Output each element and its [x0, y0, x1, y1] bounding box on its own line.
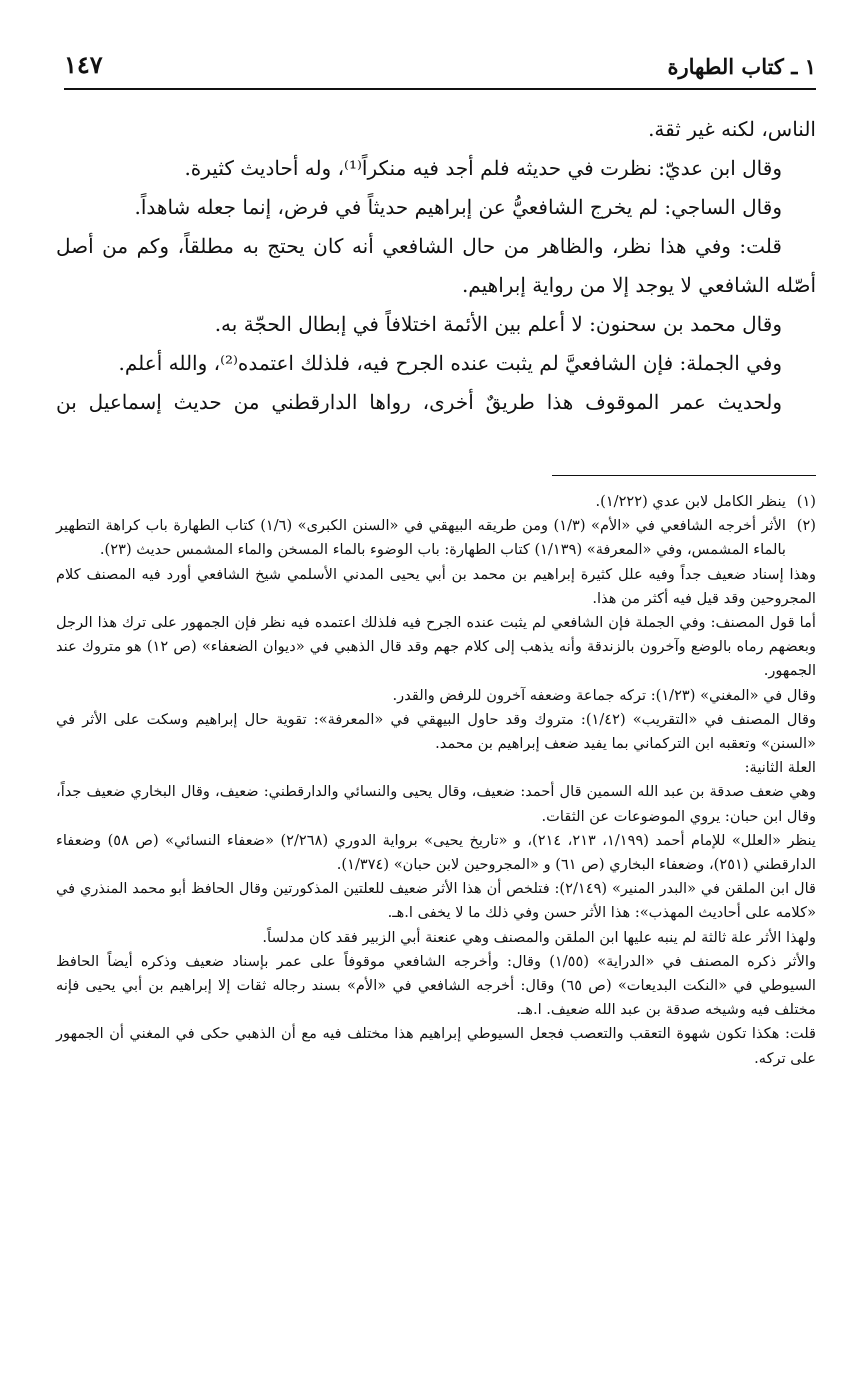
main-paragraph: وقال ابن عديّ: نظرت في حديثه فلم أجد فيه منكراً⁽¹⁾، وله أحاديث كثيرة.	[184, 156, 782, 180]
footnote-text: ينظر الكامل لابن عدي (١/٢٢٢).	[595, 493, 786, 510]
footnote-paragraph: وقال في «المغني» (١/٢٣): تركه جماعة وضعفه آخرون للرفض والقدر.	[392, 686, 816, 704]
footnote-paragraph: ينظر «العلل» للإمام أحمد (١/١٩٩، ٢١٣، ٢١٤)، و «تاريخ يحيى» برواية الدوري (٢/٢٦٨) «ضعفاء النسائي» (ص ٥٨) وضعفاء الدارقطني (٢٥١)، وضعفاء البخاري (ص ٦١) و «المجروحين لابن حبان» (١/٣٧٤).	[56, 831, 816, 874]
footnote	[56, 490, 816, 514]
running-header	[64, 48, 816, 90]
footnote-paragraph: قلت: هكذا تكون شهوة التعقب والتعصب فجعل السيوطي إبراهيم هذا مختلف فيه مع أن الذهبي حكى في المغني أن الجمهور على تركه.	[56, 1025, 816, 1067]
footnote-paragraph: وهذا إسناد ضعيف جداً وفيه علل كثيرة إبراهيم بن محمد بن أبي يحيى المدني الأسلمي شيخ الشافعي أورد فيه المصنف كلام المجروحين وقد قيل فيه أكثر من هذا.	[56, 565, 816, 607]
main-paragraph: قلت: وفي هذا نظر، والظاهر من حال الشافعي أنه كان يحتج به مطلقاً، وكم من أصل أصّله الشافعي لا يوجد إلا من رواية إبراهيم.	[56, 234, 816, 297]
main-paragraph: وقال محمد بن سحنون: لا أعلم بين الأئمة اختلافاً في إبطال الحجّة به.	[214, 312, 782, 336]
footnote-subheading: العلة الثانية:	[744, 759, 816, 777]
footnote-paragraph: ولهذا الأثر علة ثالثة لم ينبه عليها ابن الملقن والمصنف وهي عنعنة أبي الزبير فقد كان مدلساً.	[262, 928, 816, 946]
footnote-paragraph: قال ابن الملقن في «البدر المنير» (٢/١٤٩): فتلخص أن هذا الأثر ضعيف للعلتين المذكورتين وقال الحافظ أبو محمد المنذري في «كلامه على أحاديث المهذب»: هذا الأثر حسن وفي ذلك ما لا يخفى ا.هـ.	[56, 880, 816, 922]
main-paragraph: وقال الساجي: لم يخرج الشافعيُّ عن إبراهيم حديثاً في فرض، إنما جعله شاهداً.	[134, 195, 782, 219]
main-text	[56, 110, 816, 422]
chapter-title: ١ ـ كتاب الطهارة	[667, 54, 816, 79]
footnote-paragraph: وقال المصنف في «التقريب» (١/٤٢): متروك وقد حاول البيهقي في «المعرفة»: تقوية حال إبراهيم وسكت على الأثر في «السنن» وتعقبه ابن التركماني بما يفيد ضعف إبراهيم بن محمد.	[56, 710, 816, 753]
footnote-marker: (٢)	[796, 517, 816, 535]
footnote-paragraph: والأثر ذكره المصنف في «الدراية» (١/٥٥) وقال: وأخرجه الشافعي موقوفاً على عمر بإسناد ضعيف وذكره أيضاً الحافظ السيوطي في «النكت البديعات» (ص ٦٥) وقال: أخرجه الشافعي في «الأم» بسند رجاله ثقات إلا إبراهيم بن أبي يحيى فإنه مختلف فيه وشيخه صدقة بن عبد الله ضعيف. ا.هـ.	[56, 952, 816, 1019]
footnotes	[56, 490, 816, 1071]
main-paragraph: الناس، لكنه غير ثقة.	[648, 117, 816, 141]
footnote-marker: (١)	[796, 493, 816, 510]
footnote-text: الأثر أخرجه الشافعي في «الأم» (١/٣) ومن طريقه البيهقي في «السنن الكبرى» (١/٦) كتاب الطهارة باب كراهة التطهير بالماء المشمس، وفي «المعرفة» (١/١٣٩) كتاب الطهارة: باب الوضوء بالماء المسخن والماء المشمس حديث (٢٣).	[56, 517, 786, 559]
footnote	[56, 514, 816, 562]
footnote-paragraph: وهي ضعف صدقة بن عبد الله السمين قال أحمد: ضعيف، وقال يحيى والنسائي والدارقطني: ضعيف، وقال البخاري ضعيف جداً، وقال ابن حبان: يروي الموضوعات عن الثقات.	[56, 783, 816, 825]
page-number: ١٤٧	[64, 50, 103, 79]
main-paragraph: وفي الجملة: فإن الشافعيَّ لم يثبت عنده الجرح فيه، فلذلك اعتمده⁽²⁾، والله أعلم.	[118, 351, 782, 375]
main-paragraph: ولحديث عمر الموقوف هذا طريقٌ أخرى، رواها الدارقطني من حديث إسماعيل بن	[56, 390, 782, 414]
footnote-paragraph: أما قول المصنف: وفي الجملة فإن الشافعي لم يثبت عنده الجرح فيه فلذلك اعتمده فيه نظر فإن الجمهور على ترك هذا الرجل وبعضهم رماه بالوضع وآخرون بالزندقة وأنه يذهب إلى كلام جهم وقد قال الذهبي في «ديوان الضعفاء» (ص ١٢) هو متروك عند الجمهور.	[56, 614, 817, 680]
footnote-separator	[552, 475, 816, 476]
